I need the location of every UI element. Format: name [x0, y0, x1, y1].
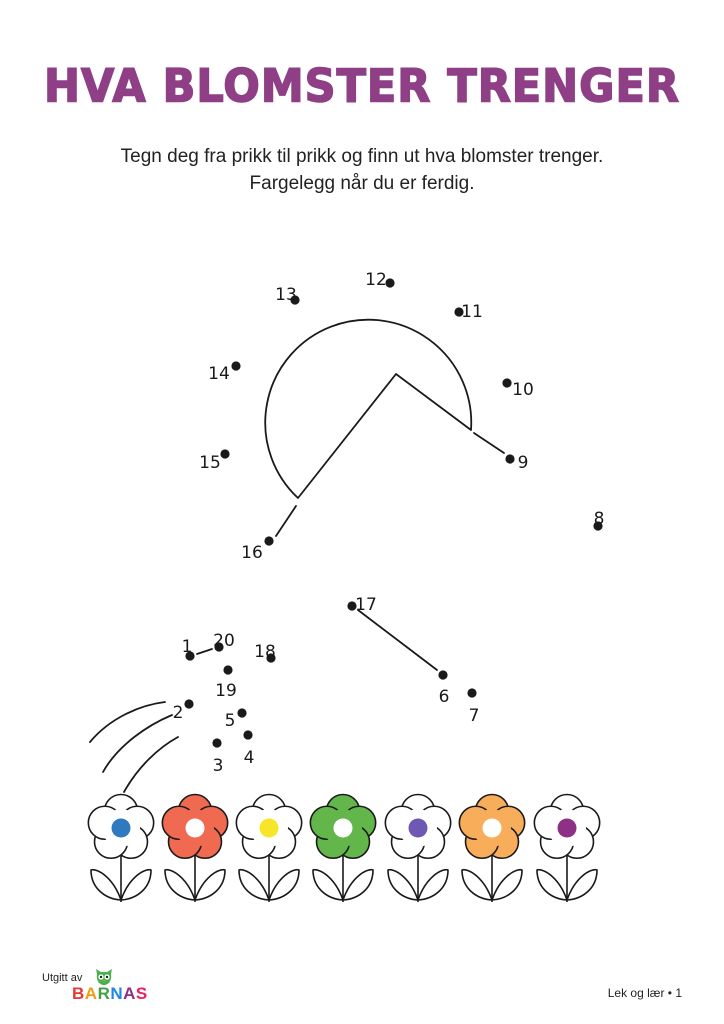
dot-marker [467, 688, 476, 697]
dot-number-label: 14 [208, 364, 230, 384]
right-leaf [492, 870, 522, 900]
dot-marker [184, 699, 193, 708]
right-leaf [269, 870, 299, 900]
brand-letter: B [72, 984, 85, 1003]
page-number: Lek og lær • 1 [607, 986, 682, 1000]
right-leaf [195, 870, 225, 900]
dot-14 [208, 361, 240, 384]
flower-center [260, 819, 279, 838]
dot-number-label: 4 [243, 748, 255, 768]
dot-marker [220, 449, 229, 458]
dot-number-label: 11 [461, 302, 483, 322]
dot-marker [237, 708, 246, 717]
dot-5 [225, 708, 247, 731]
water-stream-1 [90, 702, 165, 742]
dot-number-label: 12 [365, 270, 387, 290]
dot-12 [365, 270, 394, 290]
flower-center [186, 819, 205, 838]
dot-number-label: 9 [517, 453, 529, 473]
line-17-6 [358, 610, 437, 670]
flower-5 [385, 795, 450, 903]
dot-number-label: 18 [254, 642, 276, 662]
dot-16 [241, 536, 273, 563]
dot-marker [438, 670, 447, 679]
left-leaf [239, 870, 269, 900]
flower-3 [236, 795, 301, 903]
dot-number-label: 6 [438, 687, 450, 707]
brand-letter: N [110, 984, 124, 1003]
watering-can-outline [265, 320, 471, 498]
dot-number-label: 13 [275, 285, 297, 305]
brand-letter: A [123, 984, 136, 1003]
dot-number-label: 15 [199, 453, 221, 473]
dot-9 [505, 453, 528, 473]
water-stream-2 [103, 715, 172, 772]
dot-marker [243, 730, 252, 739]
flower-center [409, 819, 428, 838]
brand-letter: A [84, 984, 98, 1003]
dot-6 [438, 670, 449, 707]
right-leaf [343, 870, 373, 900]
dot-marker [502, 378, 511, 387]
left-leaf [165, 870, 195, 900]
dot-4 [243, 730, 254, 768]
dot-marker [264, 536, 273, 545]
dots-layer [173, 270, 605, 776]
flower-6 [459, 795, 524, 903]
dot-number-label: 19 [215, 681, 237, 701]
dot-11 [454, 302, 482, 322]
dot-number-label: 10 [512, 380, 534, 400]
dot-2 [173, 699, 194, 723]
flower-2 [162, 795, 227, 903]
instruction-line-1: Tegn deg fra prikk til prikk og finn ut hva blomster trenger. [120, 146, 604, 167]
guide-lines [90, 320, 504, 792]
page-title: HVA BLOMSTER TRENGER [44, 60, 680, 114]
dot-marker [212, 738, 221, 747]
left-leaf [313, 870, 343, 900]
flower-1 [88, 795, 153, 903]
brand-letter: R [97, 984, 111, 1003]
dot-number-label: 1 [181, 637, 193, 657]
instruction-line-2: Fargelegg når du er ferdig. [249, 173, 475, 194]
dot-number-label: 16 [241, 543, 263, 563]
published-by: Utgitt av [42, 972, 83, 984]
flower-center [112, 819, 131, 838]
dot-number-label: 17 [355, 595, 377, 615]
dot-18 [254, 642, 276, 663]
dot-number-label: 7 [468, 706, 480, 726]
dot-number-label: 3 [212, 756, 224, 776]
left-leaf [91, 870, 121, 900]
dot-7 [467, 688, 479, 726]
dot-20 [213, 631, 235, 652]
dot-marker [231, 361, 240, 370]
dot-number-label: 20 [213, 631, 235, 651]
brand-logo [72, 984, 148, 1004]
line-16-segment [276, 506, 296, 536]
left-leaf [537, 870, 567, 900]
dot-marker [223, 665, 232, 674]
flower-7 [534, 795, 599, 903]
dot-1 [182, 637, 195, 661]
dot-13 [275, 285, 299, 305]
flower-4 [310, 795, 375, 903]
flower-center [558, 819, 577, 838]
dot-10 [502, 378, 533, 400]
dot-19 [215, 665, 237, 701]
dot-marker [505, 454, 514, 463]
right-leaf [418, 870, 448, 900]
brand-letter: S [135, 984, 148, 1003]
flower-row [88, 795, 599, 903]
dot-17 [347, 595, 376, 615]
water-stream-3 [124, 737, 178, 792]
flower-center [483, 819, 502, 838]
dot-number-label: 5 [224, 711, 236, 731]
left-leaf [462, 870, 492, 900]
dot-number-label: 8 [593, 509, 605, 529]
right-leaf [567, 870, 597, 900]
flower-center [334, 819, 353, 838]
dot-15 [199, 449, 229, 473]
dot-3 [212, 738, 223, 776]
right-leaf [121, 870, 151, 900]
dot-8 [593, 509, 604, 531]
left-leaf [388, 870, 418, 900]
line-9-segment [474, 433, 504, 453]
dot-number-label: 2 [172, 703, 184, 723]
line-1-20 [197, 649, 212, 654]
